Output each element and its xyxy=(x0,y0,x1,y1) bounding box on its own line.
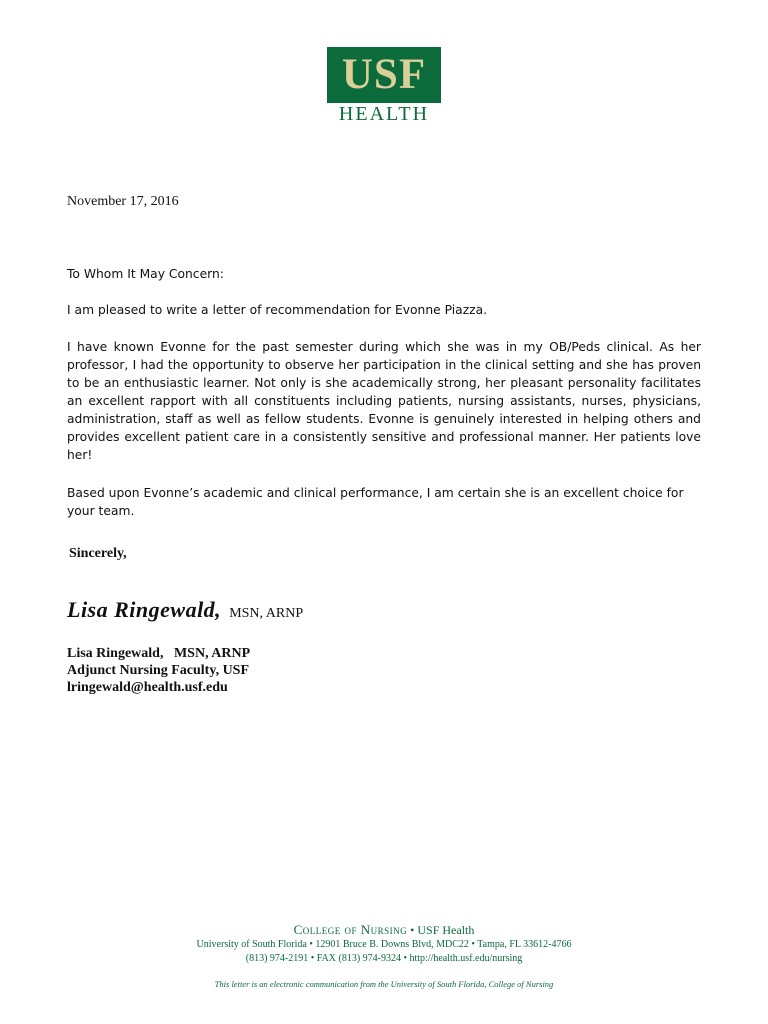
footer-notice: This letter is an electronic communication from the University of South Florida, College of Nursing xyxy=(214,979,554,989)
footer-contact: (813) 974-2191 • FAX (813) 974-9324 • http://health.usf.edu/nursing xyxy=(245,953,523,964)
handwritten-signature: Lisa Ringewald, xyxy=(67,597,222,622)
letter-footer xyxy=(0,922,768,989)
logo-main-text: USF xyxy=(327,47,441,103)
footer-college: College of Nursing xyxy=(293,922,408,937)
letter-date: November 17, 2016 xyxy=(67,194,179,209)
sender-name: Lisa Ringewald, MSN, ARNP xyxy=(67,646,251,661)
sender-block xyxy=(67,645,250,696)
usf-health-logo xyxy=(327,47,441,125)
footer-college-line xyxy=(0,922,768,938)
logo-sub-text: HEALTH xyxy=(338,103,430,125)
sender-email: lringewald@health.usf.edu xyxy=(67,680,228,695)
paragraph-3: Based upon Evonne’s academic and clinical performance, I am certain she is an excellent choice for your team. xyxy=(67,486,684,518)
paragraph-2: I have known Evonne for the past semester during which she was in my OB/Peds clinical. As her professor, I had the opportunity to observe her participation in the clinical setting and she has proven to be an enthusiastic learner. Not only is she academically strong, her pleasant personality facilitates an excellent rapport with all constituents including patients, nursing assistants, nurses, physicians, administration, staff as well as fellow students. Evonne is genuinely interested in helping others and provides excellent patient care in a consistently sensitive and professional manner. Her patients love her! xyxy=(67,340,701,462)
signature-credentials: MSN, ARNP xyxy=(229,606,304,621)
signature-line xyxy=(67,597,303,627)
sender-title: Adjunct Nursing Faculty, USF xyxy=(67,663,250,678)
closing: Sincerely, xyxy=(69,546,127,561)
footer-college-suffix: • USF Health xyxy=(407,923,475,937)
salutation: To Whom It May Concern: xyxy=(67,267,224,281)
footer-address: University of South Florida • 12901 Bruce B. Downs Blvd, MDC22 • Tampa, FL 33612-4766 xyxy=(196,939,572,950)
paragraph-1: I am pleased to write a letter of recommendation for Evonne Piazza. xyxy=(67,303,488,317)
